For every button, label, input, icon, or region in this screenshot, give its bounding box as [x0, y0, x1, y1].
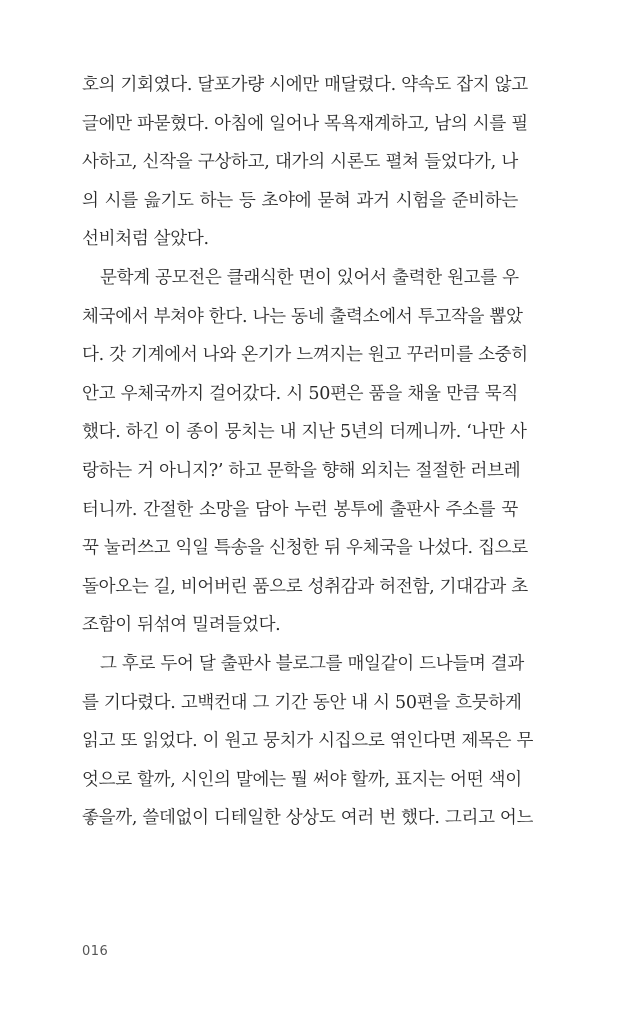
text-line: 를 기다렸다. 고백컨대 그 기간 동안 내 시 50편을 흐뭇하게: [82, 692, 522, 713]
text-line: 엇으로 할까, 시인의 말에는 뭘 써야 할까, 표지는 어떤 색이: [82, 769, 522, 790]
text-line: 조함이 뒤섞여 밀려들었다.: [82, 615, 281, 636]
text-line: 호의 기회였다. 달포가량 시에만 매달렸다. 약속도 잡지 않고: [82, 75, 528, 95]
body-text: [82, 66, 534, 838]
text-line: 돌아오는 길, 비어버린 품으로 성취감과 허전함, 기대감과 초: [82, 576, 528, 597]
text-line: 꾹 눌러쓰고 익일 특송을 신청한 뒤 우체국을 나섰다. 집으로: [82, 538, 528, 559]
text-line: 랑하는 거 아니지?’ 하고 문학을 향해 외치는 절절한 러브레: [82, 460, 521, 481]
text-line: 터니까. 간절한 소망을 담아 누런 봉투에 출판사 주소를 꾹: [82, 499, 518, 520]
text-line: 사하고, 신작을 구상하고, 대가의 시론도 펼쳐 들었다가, 나: [82, 152, 518, 173]
paragraph: [82, 259, 528, 645]
text-line: 읽고 또 읽었다. 이 원고 뭉치가 시집으로 엮인다면 제목은 무: [82, 731, 534, 752]
text-line: 체국에서 부쳐야 한다. 나는 동네 출력소에서 투고작을 뽑았: [82, 306, 523, 327]
text-line: 했다. 하긴 이 종이 뭉치는 내 지난 5년의 더께니까. ‘나만 사: [82, 422, 527, 443]
text-line: 의 시를 읊기도 하는 등 초야에 묻혀 과거 시험을 준비하는: [82, 190, 518, 211]
paragraph: [82, 66, 528, 259]
page-number: 016: [82, 944, 109, 959]
text-line: 그 후로 두어 달 출판사 블로그를 매일같이 드나들며 결과: [100, 653, 525, 674]
text-line: 좋을까, 쓸데없이 디테일한 상상도 여러 번 했다. 그리고 어느: [82, 808, 534, 829]
paragraph: [82, 645, 534, 838]
text-line: 문학계 공모전은 클래식한 면이 있어서 출력한 원고를 우: [100, 267, 519, 288]
text-line: 선비처럼 살았다.: [82, 229, 209, 250]
text-line: 안고 우체국까지 걸어갔다. 시 50편은 품을 채울 만큼 묵직: [82, 383, 518, 404]
text-line: 다. 갓 기계에서 나와 온기가 느껴지는 원고 꾸러미를 소중히: [82, 345, 528, 366]
text-line: 글에만 파묻혔다. 아침에 일어나 목욕재계하고, 남의 시를 필: [82, 113, 528, 134]
